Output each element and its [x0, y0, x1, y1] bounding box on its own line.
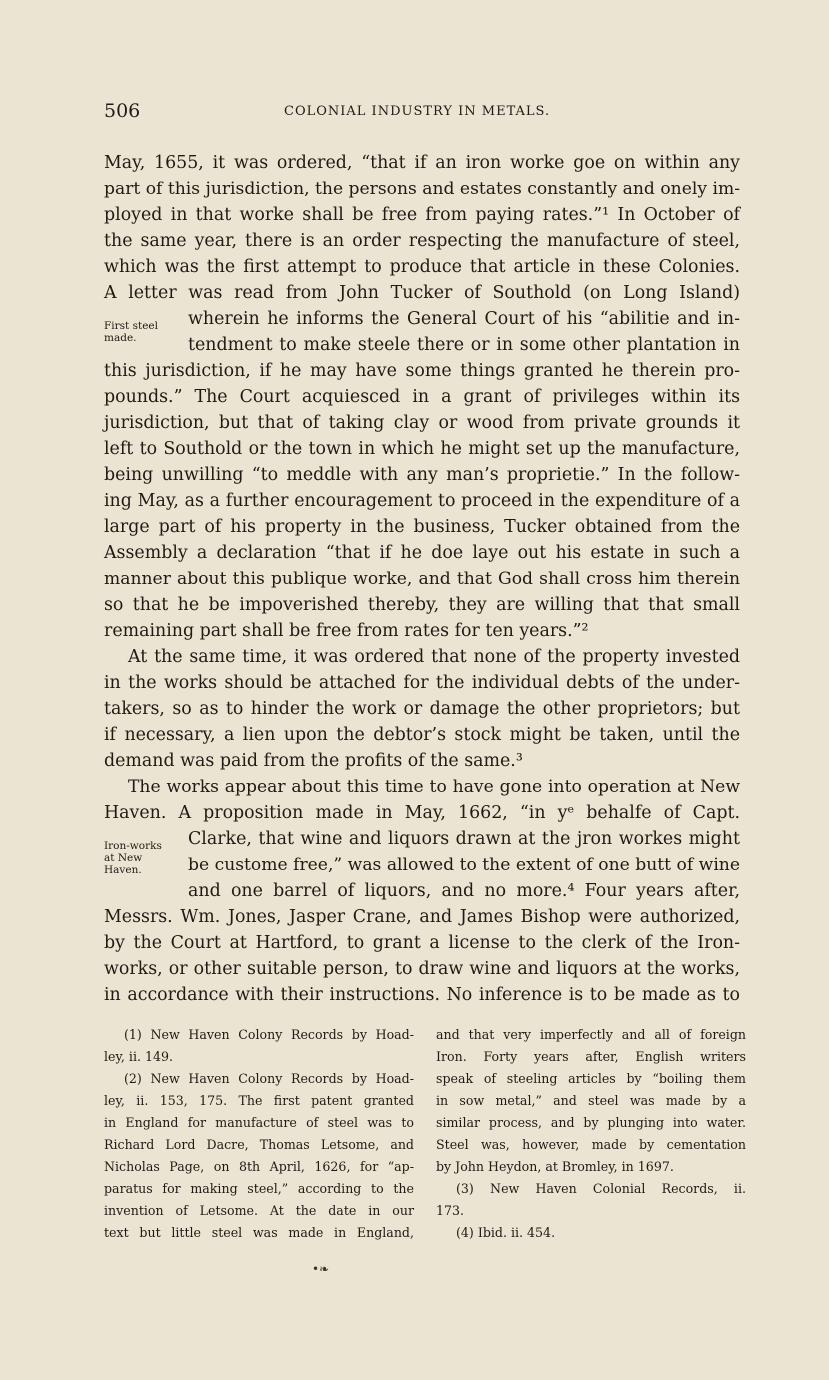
sidenote-iron-works [104, 840, 162, 876]
body-line: demand was paid from the profits of the same.³ [104, 751, 523, 771]
sidenote-line: Haven. [104, 864, 142, 876]
body-line: so that he be impoverished thereby, they are willing that that small [104, 595, 740, 615]
page-number: 506 [104, 100, 141, 122]
footnote-line: ley, ii. 153, 175. The first patent granted [104, 1093, 414, 1108]
body-line: ployed in that worke shall be free from paying rates.”¹ In October of [104, 205, 740, 225]
body-line: May, 1655, it was ordered, “that if an iron worke goe on within any [104, 153, 740, 173]
printer-ornament: •❧ [312, 1262, 330, 1276]
body-line: and one barrel of liquors, and no more.⁴ Four years after, [188, 881, 740, 901]
running-head: COLONIAL INDUSTRY IN METALS. [284, 104, 551, 119]
body-line: wherein he informs the General Court of his “abilitie and in- [188, 309, 740, 329]
sidenote-line: made. [104, 332, 137, 344]
footnote-line: Richard Lord Dacre, Thomas Letsome, and [104, 1137, 414, 1152]
footnote-line: Iron. Forty years after, English writers [436, 1049, 746, 1064]
body-line: Assembly a declaration “that if he doe laye out his estate in such a [104, 543, 740, 563]
footnote-line: in sow metal,” and steel was made by a [436, 1093, 746, 1108]
body-line: pounds.” The Court acquiesced in a grant of privileges within its [104, 387, 740, 407]
body-line: by the Court at Hartford, to grant a license to the clerk of the Iron- [104, 933, 740, 953]
footnote-line: 173. [436, 1203, 465, 1218]
footnote-line: speak of steeling articles by “boiling them [436, 1071, 746, 1086]
body-line: jurisdiction, but that of taking clay or wood from private grounds it [104, 413, 740, 433]
body-line: large part of his property in the business, Tucker obtained from the [104, 517, 740, 537]
footnote-line: invention of Letsome. At the date in our [104, 1203, 414, 1218]
footnote-line: Nicholas Page, on 8th April, 1626, for “ap- [104, 1159, 414, 1174]
body-line: A letter was read from John Tucker of Southold (on Long Island) [104, 283, 740, 303]
body-line: At the same time, it was ordered that none of the property invested [128, 647, 740, 667]
footnote-line: paratus for making steel,” according to the [104, 1181, 414, 1196]
body-line: in accordance with their instructions. No inference is to be made as to [104, 985, 740, 1005]
footnote-line: (3) New Haven Colonial Records, ii. [456, 1181, 746, 1196]
body-line: Clarke, that wine and liquors drawn at the jron workes might [188, 829, 740, 849]
body-line: manner about this publique worke, and that God shall cross him therein [104, 569, 740, 589]
footnote-line: text but little steel was made in England, [104, 1225, 414, 1240]
body-line: this jurisdiction, if he may have some things granted he therein pro- [104, 361, 740, 381]
body-line: in the works should be attached for the individual debts of the under- [104, 673, 740, 693]
body-line: takers, so as to hinder the work or damage the other proprietors; but [104, 699, 740, 719]
footnote-line: and that very imperfectly and all of foreign [436, 1027, 746, 1042]
page-header [104, 100, 740, 126]
body-line: which was the first attempt to produce that article in these Colonies. [104, 257, 740, 277]
body-line: the same year, there is an order respecting the manufacture of steel, [104, 231, 740, 251]
body-line: remaining part shall be free from rates for ten years.”² [104, 621, 589, 641]
body-line: if necessary, a lien upon the debtor’s stock might be taken, until the [104, 725, 740, 745]
sidenote-line: First steel [104, 320, 159, 332]
body-line: tendment to make steele there or in some other plantation in [188, 335, 740, 355]
body-line: be custome free,” was allowed to the extent of one butt of wine [188, 855, 740, 875]
footnote-line: (4) Ibid. ii. 454. [456, 1225, 556, 1240]
body-line: ing May, as a further encouragement to proceed in the expenditure of a [104, 491, 740, 511]
footnote-line: ley, ii. 149. [104, 1049, 174, 1064]
sidenote-first-steel [104, 320, 158, 344]
sidenote-line: Iron-works [104, 840, 162, 852]
body-line: being unwilling “to meddle with any man’s proprietie.” In the follow- [104, 465, 740, 485]
body-line: part of this jurisdiction, the persons and estates constantly and onely im- [104, 179, 740, 199]
footnote-line: (1) New Haven Colony Records by Hoad- [124, 1027, 414, 1042]
footnote-line: similar process, and by plunging into water. [436, 1115, 746, 1130]
footnote-line: by John Heydon, at Bromley, in 1697. [436, 1159, 674, 1174]
body-line: The works appear about this time to have gone into operation at New [128, 777, 740, 797]
body-line: Haven. A proposition made in May, 1662, “in yᵉ behalfe of Capt. [104, 803, 740, 823]
footnote-line: Steel was, however, made by cementation [436, 1137, 746, 1152]
body-line: left to Southold or the town in which he might set up the manufacture, [104, 439, 740, 459]
footnote-line: (2) New Haven Colony Records by Hoad- [124, 1071, 414, 1086]
footnote-line: in England for manufacture of steel was to [104, 1115, 414, 1130]
sidenote-line: at New [104, 852, 143, 864]
body-line: Messrs. Wm. Jones, Jasper Crane, and James Bishop were authorized, [104, 907, 740, 927]
body-line: works, or other suitable person, to draw wine and liquors at the works, [104, 959, 740, 979]
